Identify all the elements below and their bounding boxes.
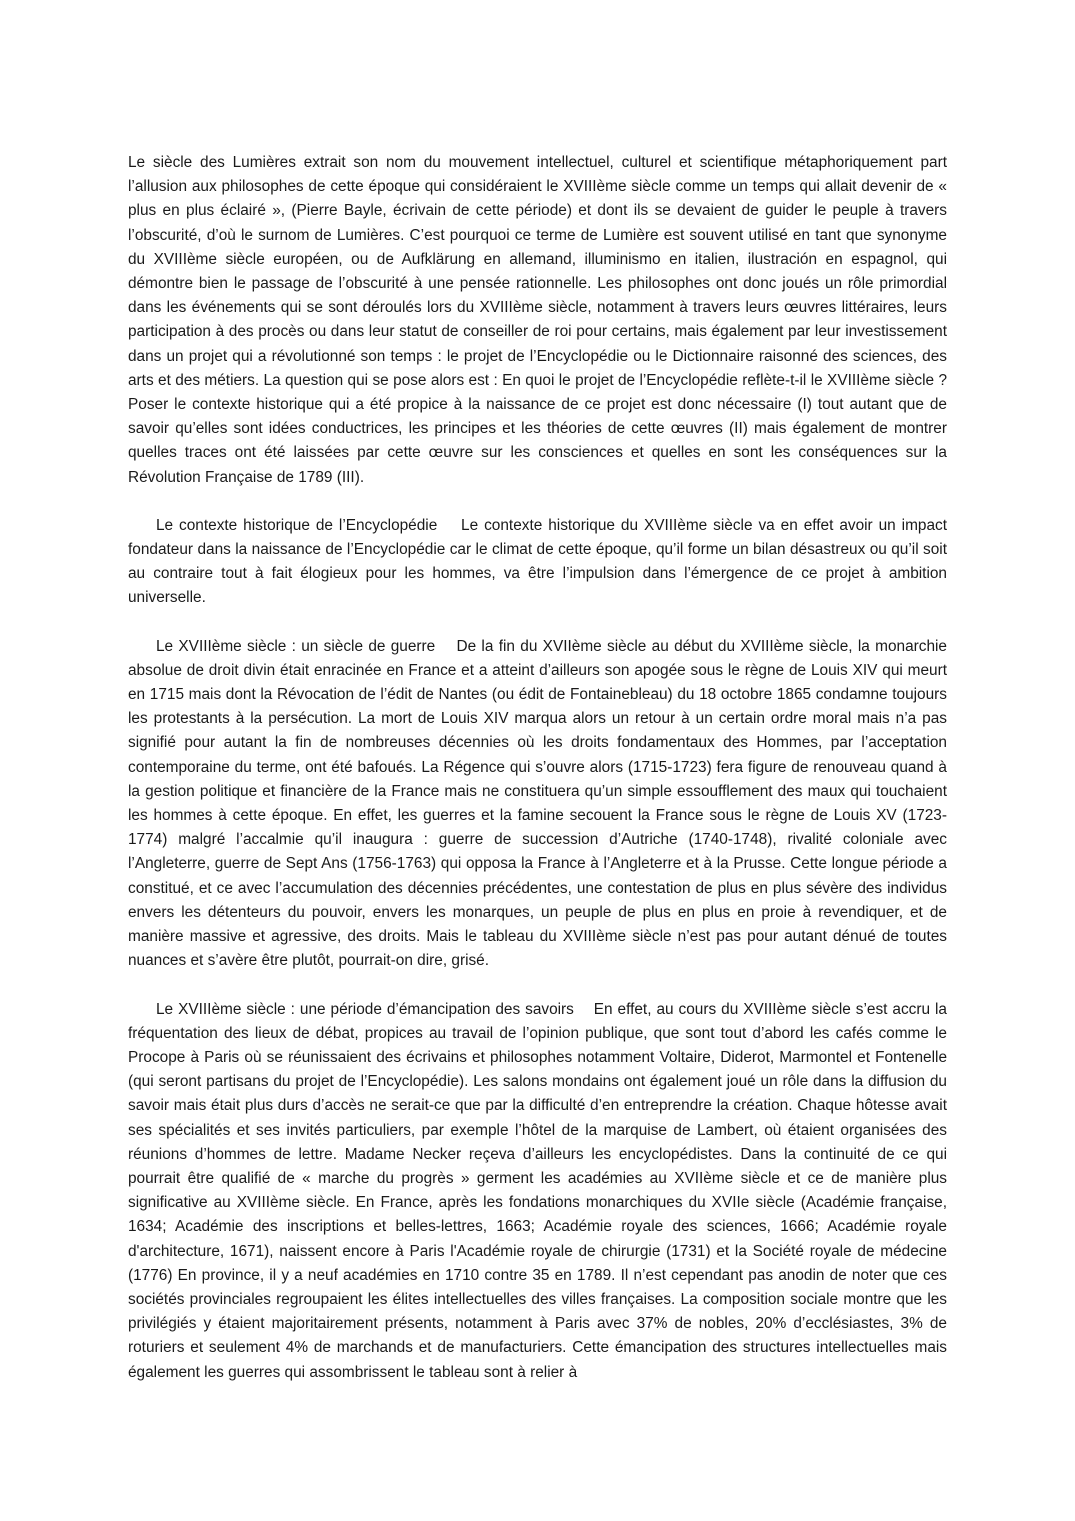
intro-text: Le siècle des Lumières extrait son nom du mouvement intellectuel, culturel et scientifique métaphoriquement part l’allusion aux philosophes de cette époque qui considéraient le XVIIIème siècle comme un temps qui allait devenir de « plus en plus éclairé », (Pierre Bayle, écrivain de cette période) et dont ils se devaient de guider le peuple à travers l’obscurité, d’où le surnom de Lumières. C’est pourquoi ce terme de Lumière est souvent utilisé en tant que synonyme du XVIIIème siècle européen, ou de Aufklärung en allemand, illuminismo en italien, ilustración en espagnol, qui démontre bien le passage de l’obscurité à une pensée rationnelle. Les philosophes ont donc joués un rôle primordial dans les événements qui se sont déroulés lors du XVIIIème siècle, notamment à travers leurs œuvres littéraires, leurs participation à des procès ou dans leur statut de conseiller de roi pour certains, mais également par leur investissement dans un projet qui a révolutionné son temps : le projet de l’Encyclopédie ou le Dictionnaire raisonné des sciences, des arts et des métiers. La question qui se pose alors est : En quoi le projet de l’Encyclopédie reflète-t-il le XVIIIème siècle ? Poser le contexte historique qui a été propice à la naissance de ce projet est donc nécessaire (I) tout autant que de savoir qu’elles sont idées conductrices, les principes et les théories de cette œuvres (II) mais également de montrer quelles traces ont été laissées par cette œuvre sur les consciences et quelles en sont les conséquences sur la Révolution Française de 1789 (III). — [128, 154, 947, 486]
section-heading-war: Le XVIIIème siècle : un siècle de guerre — [156, 637, 436, 655]
section-context-paragraph — [128, 514, 947, 611]
section-emancipation-paragraph — [128, 998, 947, 1385]
section-heading-context: Le contexte historique de l’Encyclopédie — [156, 516, 438, 534]
document-page — [128, 151, 947, 1385]
intro-paragraph — [128, 151, 947, 490]
section-context-text: Le contexte historique du XVIIIème siècle va en effet avoir un impact fondateur dans la naissance de l’Encyclopédie car le climat de cette époque, qu’il forme un bilan désastreux ou qu’il soit au contraire tout à fait élogieux pour les hommes, va être l’impulsion dans l’émergence de ce projet à ambition universelle. — [128, 516, 947, 607]
section-war-paragraph — [128, 635, 947, 974]
section-war-text: De la fin du XVIIème siècle au début du XVIIIème siècle, la monarchie absolue de droit divin était enracinée en France et a atteint d’ailleurs son apogée sous le règne de Louis XIV qui meurt en 1715 mais dont la Révocation de l’édit de Nantes (ou édit de Fontainebleau) du 18 octobre 1865 condamne toujours les protestants à la persécution. La mort de Louis XIV marqua alors un retour à un certain ordre moral mais n’a pas signifié pour autant la fin de nombreuses décennies où les droits fondamentaux des Hommes, par l’acceptation contemporaine du terme, ont été bafoués. La Régence qui s’ouvre alors (1715-1723) fera figure de renouveau quand à la gestion politique et financière de la France mais ne constituera qu’un simple essoufflement des maux qui touchaient les hommes à cette époque. En effet, les guerres et la famine secouent la France sous le règne de Louis XV (1723-1774) malgré l’accalmie qu’il inaugura : guerre de succession d’Autriche (1740-1748), rivalité coloniale avec l’Angleterre, guerre de Sept Ans (1756-1763) qui opposa la France à l’Angleterre et à la Prusse. Cette longue période a constitué, et ce avec l’accumulation des décennies précédentes, une contestation de plus en plus sévère des individus envers les détenteurs du pouvoir, envers les monarques, un peuple de plus en plus en proie à revendiquer, et de manière massive et agressive, des droits. Mais le tableau du XVIIIème siècle n’est pas pour autant dénué de toutes nuances et s’avère être plutôt, pourrait-on dire, grisé. — [128, 637, 947, 970]
section-emancipation-text: En effet, au cours du XVIIIème siècle s’est accru la fréquentation des lieux de débat, propices au travail de l’opinion publique, que sont tout d’abord les cafés comme le Procope à Paris où se réunissaient des écrivains et philosophes notamment Voltaire, Diderot, Marmontel et Fontenelle (qui seront partisans du projet de l’Encyclopédie). Les salons mondains ont également joué un rôle dans la diffusion du savoir mais était plus durs d’accès ne serait-ce que par la difficulté d’en entreprendre la création. Chaque hôtesse avait ses spécialités et ses invités particuliers, par exemple l’hôtel de la marquise de Lambert, où étaient organisées des réunions d’hommes de lettre. Madame Necker reçeva d’ailleurs les encyclopédistes. Dans la continuité de ce qui pourrait être qualifié de « marche du progrès » germent les académies au XVIIème siècle et ce de manière plus significative au XVIIIème siècle. En France, après les fondations monarchiques du XVIIe siècle (Académie française, 1634; Académie des inscriptions et belles-lettres, 1663; Académie royale des sciences, 1666; Académie royale d'architecture, 1671), naissent encore à Paris l'Académie royale de chirurgie (1731) et la Société royale de médecine (1776) En province, il y a neuf académies en 1710 contre 35 en 1789. Il n’est cependant pas anodin de noter que ces sociétés provinciales regroupaient les élites intellectuelles des villes françaises. La composition sociale montre que les privilégiés y étaient majoritairement présents, notamment à Paris avec 37% de nobles, 20% d’ecclésiastes, 3% de roturiers et seulement 4% de marchands et de manufacturiers. Cette émancipation des structures intellectuelles mais également les guerres qui assombrissent le tableau sont à relier à — [128, 1000, 947, 1381]
section-heading-emancipation: Le XVIIIème siècle : une période d’émancipation des savoirs — [156, 1000, 574, 1018]
